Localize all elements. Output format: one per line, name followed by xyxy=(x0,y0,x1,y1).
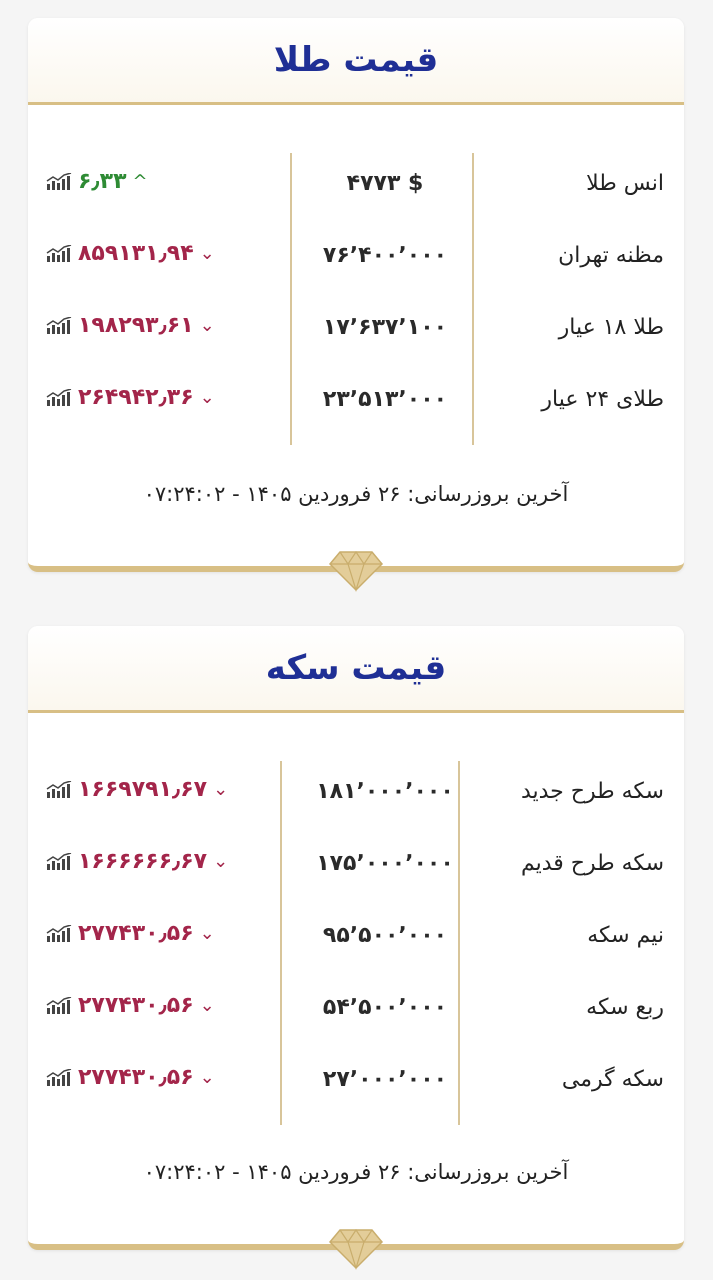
price-row[interactable] xyxy=(28,225,684,297)
price-row[interactable] xyxy=(28,905,684,977)
chart-bars-icon[interactable] xyxy=(46,245,72,263)
gold-card-title: قیمت طلا xyxy=(273,40,439,80)
change-value: ۸۵۹۱۳۱٫۹۴ xyxy=(78,241,194,266)
gold-price-table xyxy=(28,153,684,441)
price-change xyxy=(46,169,148,194)
item-price: ۷۶٬۴۰۰٬۰۰۰ xyxy=(322,243,448,268)
arrow-down-icon: ⌄ xyxy=(199,315,215,336)
item-price: ۲۷٬۰۰۰٬۰۰۰ xyxy=(322,1067,448,1092)
coin-price-card xyxy=(28,626,684,1250)
coin-card-title: قیمت سکه xyxy=(265,648,447,688)
arrow-down-icon: ⌄ xyxy=(199,995,215,1016)
chart-bars-icon[interactable] xyxy=(46,925,72,943)
item-name: طلا ۱۸ عیار xyxy=(558,315,664,340)
price-row[interactable] xyxy=(28,369,684,441)
chart-bars-icon[interactable] xyxy=(46,781,72,799)
item-price: ۲۳٬۵۱۳٬۰۰۰ xyxy=(322,387,448,412)
item-name: طلای ۲۴ عیار xyxy=(541,387,664,412)
price-change xyxy=(46,385,215,410)
chart-bars-icon[interactable] xyxy=(46,173,72,191)
change-value: ۲۷۷۴۳۰٫۵۶ xyxy=(78,921,194,946)
chart-bars-icon[interactable] xyxy=(46,389,72,407)
item-price: ۱۸۱٬۰۰۰٬۰۰۰ xyxy=(316,779,454,804)
coin-price-table xyxy=(28,761,684,1121)
price-change xyxy=(46,849,228,874)
item-name: نیم سکه xyxy=(587,923,664,948)
chart-bars-icon[interactable] xyxy=(46,997,72,1015)
item-name: سکه طرح قدیم xyxy=(520,851,664,876)
gold-last-update: آخرین بروزرسانی: ۲۶ فروردین ۱۴۰۵ - ۰۷:۲۴:۰۲ xyxy=(143,482,569,506)
item-name: ربع سکه xyxy=(586,995,664,1020)
item-name: سکه گرمی xyxy=(561,1067,664,1092)
item-name: انس طلا xyxy=(586,171,664,196)
item-price: ۱۷۵٬۰۰۰٬۰۰۰ xyxy=(316,851,454,876)
change-value: ۱۶۶۹۷۹۱٫۶۷ xyxy=(78,777,208,802)
price-row[interactable] xyxy=(28,977,684,1049)
diamond-icon xyxy=(328,548,384,592)
item-name: سکه طرح جدید xyxy=(520,779,664,804)
diamond-icon xyxy=(328,1226,384,1270)
price-change xyxy=(46,993,215,1018)
price-change xyxy=(46,241,215,266)
gold-card-header xyxy=(28,18,684,105)
chart-bars-icon[interactable] xyxy=(46,1069,72,1087)
price-change xyxy=(46,313,215,338)
price-row[interactable] xyxy=(28,153,684,225)
item-name: مظنه تهران xyxy=(558,243,664,268)
arrow-down-icon: ⌄ xyxy=(213,851,229,872)
item-price: ۹۵٬۵۰۰٬۰۰۰ xyxy=(322,923,448,948)
coin-last-update: آخرین بروزرسانی: ۲۶ فروردین ۱۴۰۵ - ۰۷:۲۴:۰۲ xyxy=(143,1160,569,1184)
arrow-up-icon: ^ xyxy=(132,171,148,192)
arrow-down-icon: ⌄ xyxy=(199,1067,215,1088)
item-price: ۵۴٬۵۰۰٬۰۰۰ xyxy=(322,995,448,1020)
price-change xyxy=(46,777,228,802)
arrow-down-icon: ⌄ xyxy=(199,243,215,264)
price-row[interactable] xyxy=(28,1049,684,1121)
gold-price-card xyxy=(28,18,684,572)
change-value: ۲۶۴۹۴۲٫۳۶ xyxy=(78,385,194,410)
change-value: ۱۶۶۶۶۶۶٫۶۷ xyxy=(78,849,208,874)
price-change xyxy=(46,1065,215,1090)
item-price: ۱۷٬۶۳۷٬۱۰۰ xyxy=(322,315,448,340)
item-price: ۴۷۷۳ $ xyxy=(346,171,424,196)
coin-card-header xyxy=(28,626,684,713)
change-value: ۲۷۷۴۳۰٫۵۶ xyxy=(78,1065,194,1090)
change-value: ۲۷۷۴۳۰٫۵۶ xyxy=(78,993,194,1018)
price-row[interactable] xyxy=(28,761,684,833)
change-value: ۱۹۸۲۹۳٫۶۱ xyxy=(78,313,194,338)
arrow-down-icon: ⌄ xyxy=(213,779,229,800)
chart-bars-icon[interactable] xyxy=(46,317,72,335)
chart-bars-icon[interactable] xyxy=(46,853,72,871)
arrow-down-icon: ⌄ xyxy=(199,923,215,944)
change-value: ۶٫۳۳ xyxy=(78,169,127,194)
price-row[interactable] xyxy=(28,833,684,905)
price-row[interactable] xyxy=(28,297,684,369)
price-change xyxy=(46,921,215,946)
arrow-down-icon: ⌄ xyxy=(199,387,215,408)
